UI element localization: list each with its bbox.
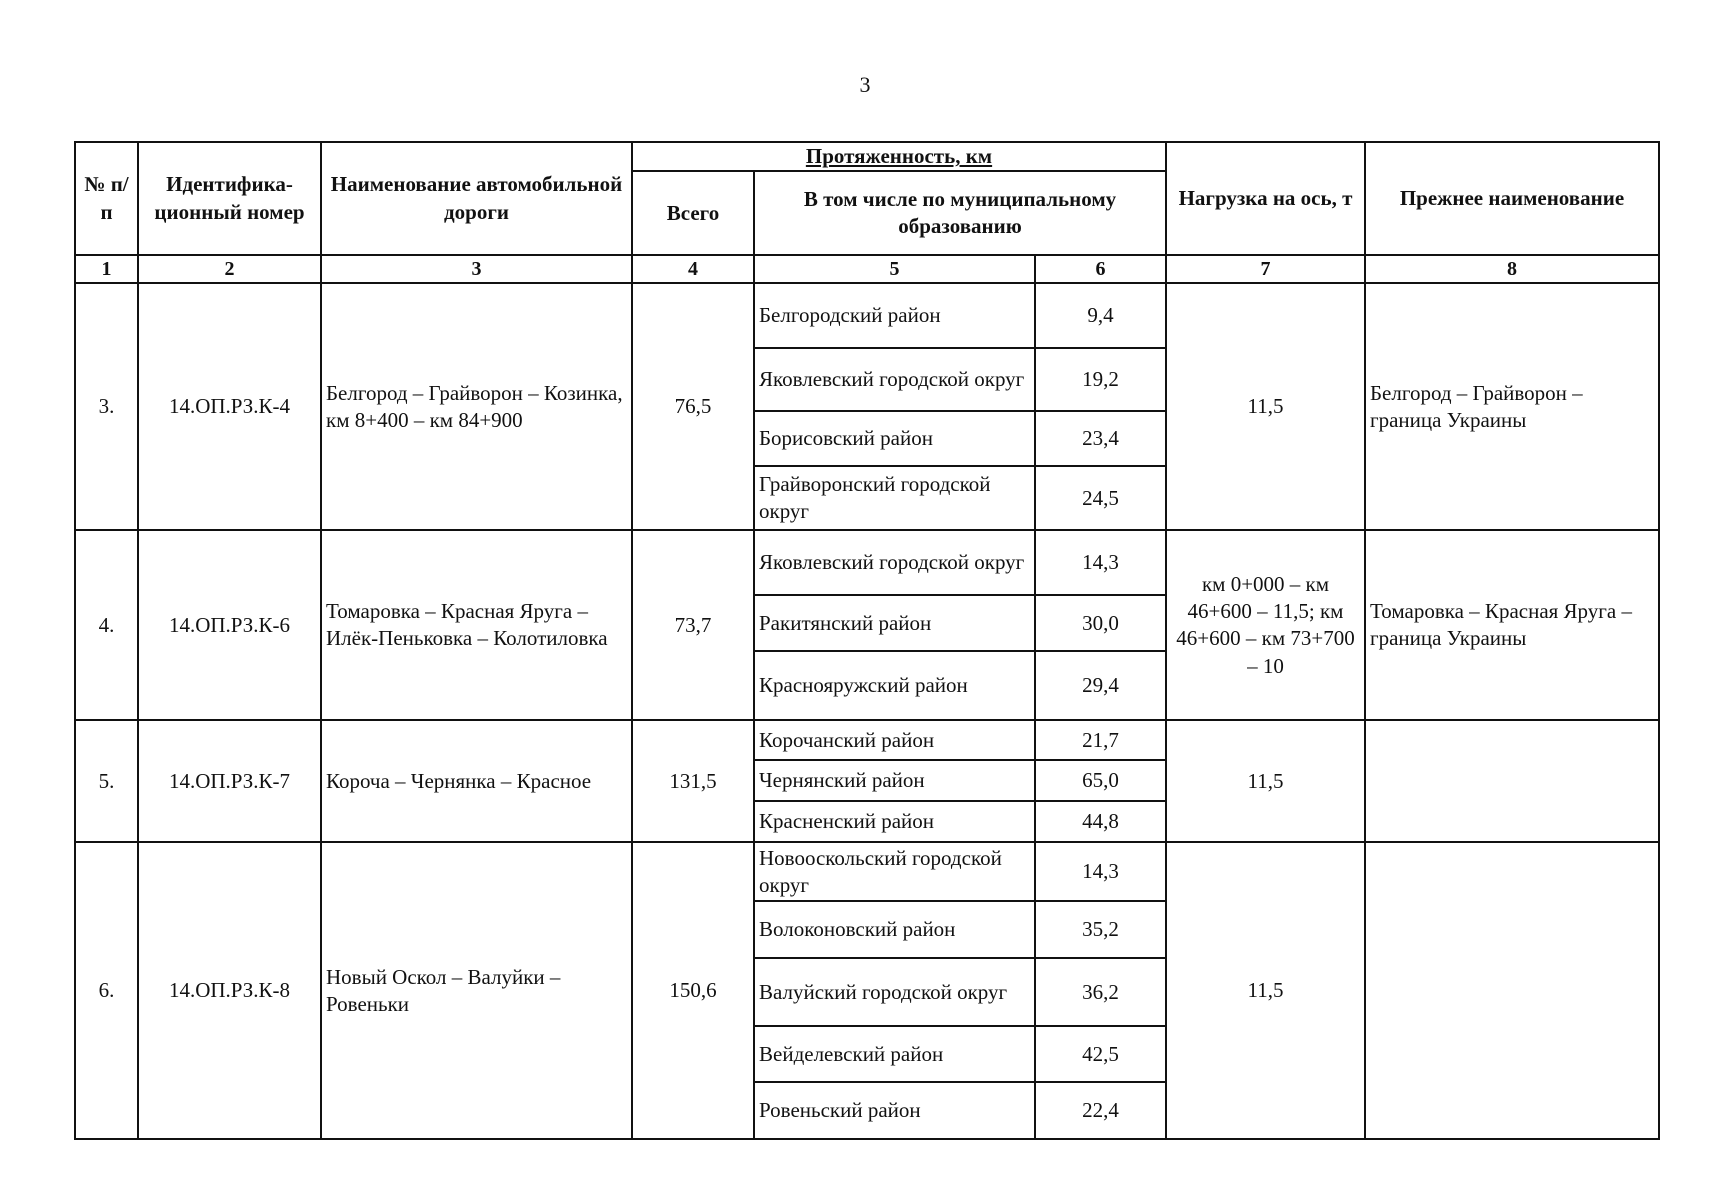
table-row (75, 530, 1659, 595)
row-no: 5. (75, 720, 138, 842)
segment-km: 65,0 (1035, 760, 1166, 801)
segment-area: Яковлевский городской округ (754, 348, 1035, 411)
index-5: 5 (754, 255, 1035, 283)
table-row (75, 842, 1659, 901)
length-total: 73,7 (632, 530, 754, 720)
segment-area: Вейделевский район (754, 1026, 1035, 1082)
segment-area: Грайворонский городской округ (754, 466, 1035, 530)
segment-area: Чернянский район (754, 760, 1035, 801)
segment-km: 22,4 (1035, 1082, 1166, 1139)
header-length-group: Протяженность, км (632, 142, 1166, 171)
segment-km: 30,0 (1035, 595, 1166, 651)
header-total: Всего (632, 171, 754, 255)
row-no: 3. (75, 283, 138, 530)
page-number: 3 (859, 72, 871, 97)
index-3: 3 (321, 255, 632, 283)
segment-km: 35,2 (1035, 901, 1166, 958)
index-7: 7 (1166, 255, 1365, 283)
header-former: Прежнее наименование (1365, 142, 1659, 255)
index-1: 1 (75, 255, 138, 283)
segment-km: 29,4 (1035, 651, 1166, 720)
axle-load: 11,5 (1166, 720, 1365, 842)
index-2: 2 (138, 255, 321, 283)
segment-km: 9,4 (1035, 283, 1166, 348)
roads-table (74, 141, 1660, 1140)
segment-area: Яковлевский городской округ (754, 530, 1035, 595)
segment-area: Волоконовский район (754, 901, 1035, 958)
table-row (75, 720, 1659, 760)
segment-km: 23,4 (1035, 411, 1166, 466)
segment-area: Валуйский городской округ (754, 958, 1035, 1026)
former-name: Томаровка – Красная Яруга – граница Украины (1365, 530, 1659, 720)
row-no: 6. (75, 842, 138, 1139)
segment-km: 24,5 (1035, 466, 1166, 530)
axle-load: км 0+000 – км 46+600 – 11,5; км 46+600 – км 73+700 – 10 (1166, 530, 1365, 720)
former-name: Белгород – Грайворон – граница Украины (1365, 283, 1659, 530)
segment-area: Краснояружский район (754, 651, 1035, 720)
segment-km: 36,2 (1035, 958, 1166, 1026)
row-no: 4. (75, 530, 138, 720)
header-no: № п/п (75, 142, 138, 255)
length-total: 131,5 (632, 720, 754, 842)
segment-area: Ракитянский район (754, 595, 1035, 651)
header-id: Идентифика-ционный номер (138, 142, 321, 255)
segment-km: 21,7 (1035, 720, 1166, 760)
segment-area: Ровеньский район (754, 1082, 1035, 1139)
former-name (1365, 842, 1659, 1139)
segment-km: 14,3 (1035, 842, 1166, 901)
road-name: Белгород – Грайворон – Козинка, км 8+400 – км 84+900 (321, 283, 632, 530)
segment-km: 44,8 (1035, 801, 1166, 842)
segment-area: Красненский район (754, 801, 1035, 842)
segment-km: 14,3 (1035, 530, 1166, 595)
road-name: Новый Оскол – Валуйки – Ровеньки (321, 842, 632, 1139)
segment-km: 42,5 (1035, 1026, 1166, 1082)
header-axle: Нагрузка на ось, т (1166, 142, 1365, 255)
segment-area: Корочанский район (754, 720, 1035, 760)
road-id: 14.ОП.РЗ.К-8 (138, 842, 321, 1139)
table-row (75, 283, 1659, 348)
former-name (1365, 720, 1659, 842)
road-id: 14.ОП.РЗ.К-7 (138, 720, 321, 842)
header-name: Наименование автомобильной дороги (321, 142, 632, 255)
length-total: 76,5 (632, 283, 754, 530)
index-4: 4 (632, 255, 754, 283)
segment-area: Белгородский район (754, 283, 1035, 348)
header-municipal: В том числе по муниципальному образованию (754, 171, 1166, 255)
road-id: 14.ОП.РЗ.К-6 (138, 530, 321, 720)
road-name: Короча – Чернянка – Красное (321, 720, 632, 842)
index-8: 8 (1365, 255, 1659, 283)
index-6: 6 (1035, 255, 1166, 283)
axle-load: 11,5 (1166, 283, 1365, 530)
axle-load: 11,5 (1166, 842, 1365, 1139)
segment-area: Новооскольский городской округ (754, 842, 1035, 901)
segment-km: 19,2 (1035, 348, 1166, 411)
length-total: 150,6 (632, 842, 754, 1139)
road-id: 14.ОП.РЗ.К-4 (138, 283, 321, 530)
segment-area: Борисовский район (754, 411, 1035, 466)
road-name: Томаровка – Красная Яруга – Илёк-Пеньковка – Колотиловка (321, 530, 632, 720)
